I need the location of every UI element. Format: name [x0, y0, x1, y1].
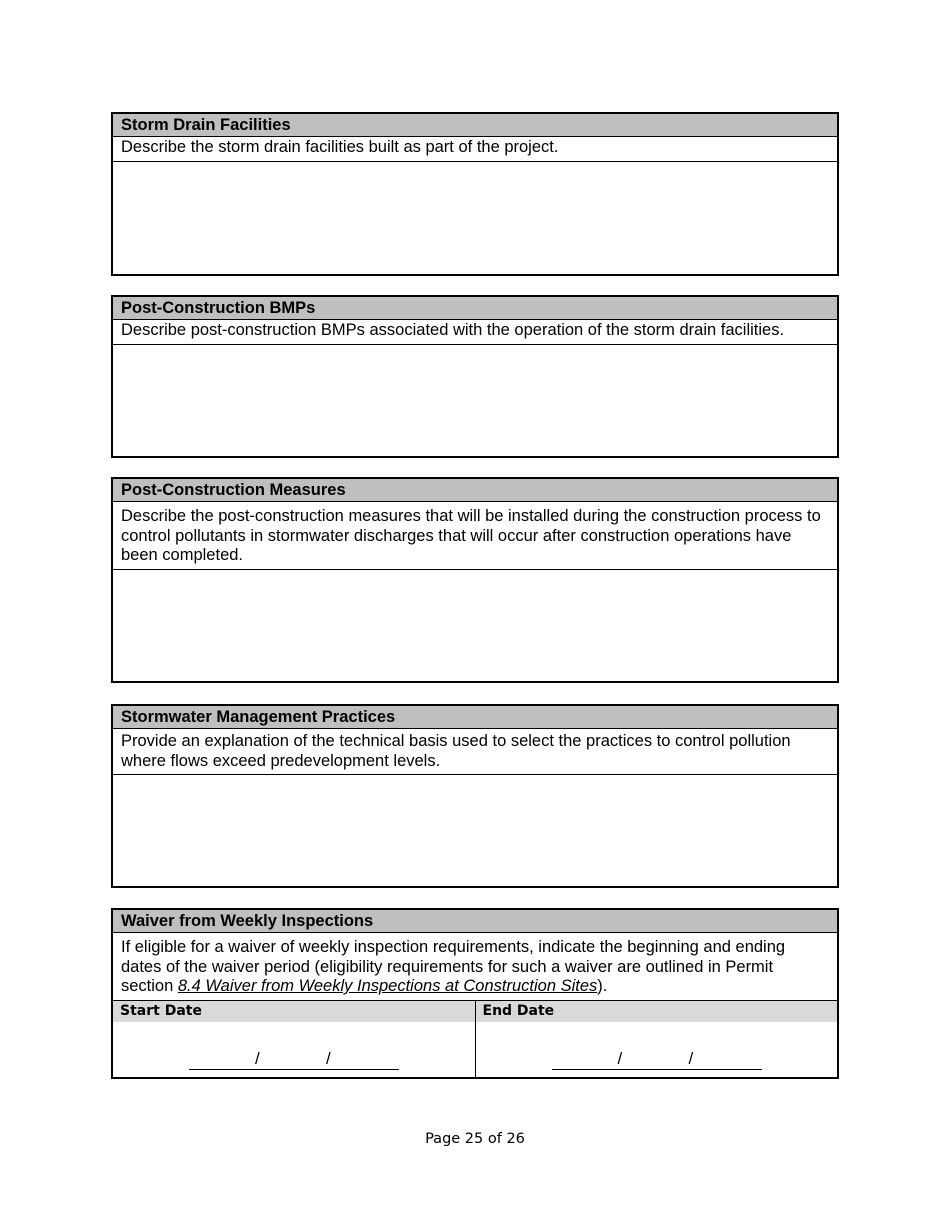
waiver-dates-row — [113, 1001, 837, 1077]
start-date-input[interactable] — [189, 1048, 399, 1070]
section-title: Storm Drain Facilities — [113, 114, 837, 137]
post-construction-measures-section — [111, 477, 839, 683]
post-construction-bmps-response-field[interactable] — [113, 345, 837, 456]
section-title: Stormwater Management Practices — [113, 706, 837, 729]
waiver-description-end: ). — [597, 977, 608, 995]
date-separator: / — [688, 1048, 694, 1068]
end-date-input[interactable] — [552, 1048, 762, 1070]
section-title: Post-Construction Measures — [113, 479, 837, 502]
section-title: Post-Construction BMPs — [113, 297, 837, 320]
start-date-cell — [113, 1001, 475, 1077]
stormwater-management-practices-section — [111, 704, 839, 888]
storm-drain-facilities-section — [111, 112, 839, 276]
stormwater-practices-response-field[interactable] — [113, 775, 837, 886]
storm-drain-response-field[interactable] — [113, 162, 837, 274]
date-separator: / — [617, 1048, 623, 1068]
post-construction-measures-response-field[interactable] — [113, 570, 837, 681]
section-description: Describe the storm drain facilities built as part of the project. — [113, 137, 837, 162]
date-separator: / — [326, 1048, 331, 1068]
waiver-weekly-inspections-section — [111, 908, 839, 1079]
section-description: Provide an explanation of the technical basis used to select the practices to control pollution where flows exceed predevelopment levels. — [113, 729, 837, 775]
section-title: Waiver from Weekly Inspections — [113, 910, 837, 933]
waiver-description-text: If eligible for a waiver of weekly inspection requirements, indicate the beginning and ending dates of the waiver period (eligibility requirements for such a waiver are outlined in Permit section — [121, 938, 786, 995]
end-date-cell — [475, 1001, 838, 1077]
start-date-label: Start Date — [113, 1001, 475, 1022]
post-construction-bmps-section — [111, 295, 839, 458]
section-description: Describe the post-construction measures that will be installed during the construction process to control pollutants in stormwater discharges that will occur after construction operations have been completed. — [113, 502, 837, 570]
permit-section-link[interactable]: 8.4 Waiver from Weekly Inspections at Construction Sites — [177, 977, 598, 995]
date-separator: / — [255, 1048, 260, 1068]
section-description — [113, 933, 837, 1001]
end-date-label: End Date — [476, 1001, 838, 1022]
section-description: Describe post-construction BMPs associated with the operation of the storm drain facilities. — [113, 320, 837, 345]
page-number: Page 25 of 26 — [425, 1131, 525, 1147]
